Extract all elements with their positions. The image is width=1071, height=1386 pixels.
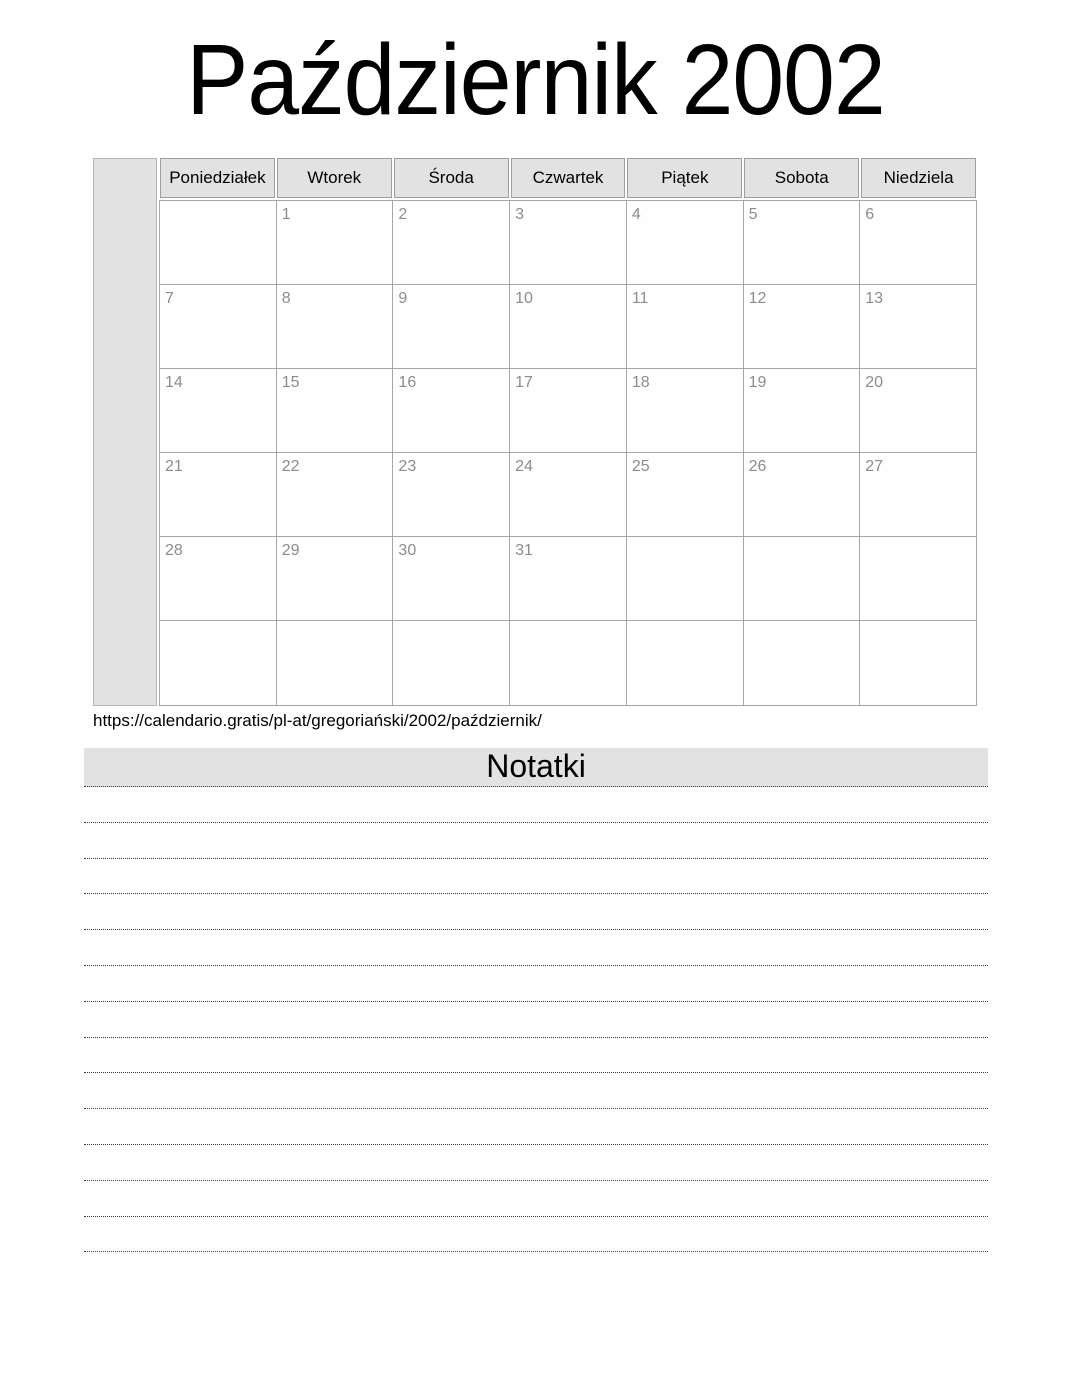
calendar-day-cell: 11 <box>627 285 744 369</box>
calendar-day-cell: 19 <box>744 369 861 453</box>
weekday-header-monday: Poniedziałek <box>160 158 275 198</box>
calendar-day-cell: 27 <box>860 453 977 537</box>
calendar-day-cell: 16 <box>393 369 510 453</box>
calendar-day-cell <box>627 537 744 621</box>
calendar-day-cell: 3 <box>510 201 627 285</box>
calendar-day-cell: 30 <box>393 537 510 621</box>
note-line <box>84 1217 988 1253</box>
calendar-day-cell <box>627 621 744 706</box>
calendar-day-cell: 7 <box>160 285 277 369</box>
note-line <box>84 894 988 930</box>
weekday-header-tuesday: Wtorek <box>277 158 392 198</box>
calendar-day-cell: 2 <box>393 201 510 285</box>
calendar-day-cell: 8 <box>277 285 394 369</box>
calendar-day-cell <box>393 621 510 706</box>
calendar-day-cell: 26 <box>744 453 861 537</box>
calendar-day-cell: 12 <box>744 285 861 369</box>
calendar-day-cell: 10 <box>510 285 627 369</box>
note-line <box>84 1038 988 1074</box>
calendar-day-cell: 25 <box>627 453 744 537</box>
note-line <box>84 1109 988 1145</box>
note-line <box>84 1073 988 1109</box>
weekday-header-friday: Piątek <box>627 158 742 198</box>
note-line <box>84 1002 988 1038</box>
note-line <box>84 1181 988 1217</box>
weekday-header-thursday: Czwartek <box>511 158 626 198</box>
calendar-day-cell <box>744 621 861 706</box>
note-line <box>84 859 988 895</box>
calendar-left-gutter <box>93 158 157 706</box>
note-line <box>84 787 988 823</box>
calendar-day-cell <box>744 537 861 621</box>
calendar-day-cell: 17 <box>510 369 627 453</box>
source-url-link[interactable]: https://calendario.gratis/pl-at/gregoriański/2002/październik/ <box>93 711 542 730</box>
calendar-day-cell: 6 <box>860 201 977 285</box>
note-line <box>84 1145 988 1181</box>
calendar-day-cell <box>860 537 977 621</box>
calendar-day-cell: 4 <box>627 201 744 285</box>
calendar-day-cell: 9 <box>393 285 510 369</box>
calendar-day-cell: 28 <box>160 537 277 621</box>
weekday-header-wednesday: Środa <box>394 158 509 198</box>
note-line <box>84 823 988 859</box>
calendar-day-cell: 13 <box>860 285 977 369</box>
calendar-day-cell: 20 <box>860 369 977 453</box>
calendar-day-cell: 1 <box>277 201 394 285</box>
calendar-day-cell: 14 <box>160 369 277 453</box>
calendar-day-cell <box>510 621 627 706</box>
calendar-day-cell <box>860 621 977 706</box>
calendar-day-cell: 15 <box>277 369 394 453</box>
note-line <box>84 966 988 1002</box>
calendar-day-cell <box>160 621 277 706</box>
page-title: Październik 2002 <box>186 24 885 136</box>
calendar-day-cell: 22 <box>277 453 394 537</box>
calendar-day-cell <box>160 201 277 285</box>
calendar-day-cell: 23 <box>393 453 510 537</box>
calendar-day-cell: 5 <box>744 201 861 285</box>
calendar-day-cell: 18 <box>627 369 744 453</box>
notes-section <box>84 748 988 1252</box>
calendar-day-cell: 21 <box>160 453 277 537</box>
calendar-month-grid <box>93 158 977 706</box>
calendar-day-cell: 24 <box>510 453 627 537</box>
weekday-header-row <box>159 158 977 200</box>
calendar-day-cell <box>277 621 394 706</box>
calendar-day-grid <box>159 200 977 706</box>
notes-title: Notatki <box>84 748 988 787</box>
note-line <box>84 930 988 966</box>
weekday-header-sunday: Niedziela <box>861 158 976 198</box>
calendar-day-cell: 29 <box>277 537 394 621</box>
calendar-day-cell: 31 <box>510 537 627 621</box>
weekday-header-saturday: Sobota <box>744 158 859 198</box>
